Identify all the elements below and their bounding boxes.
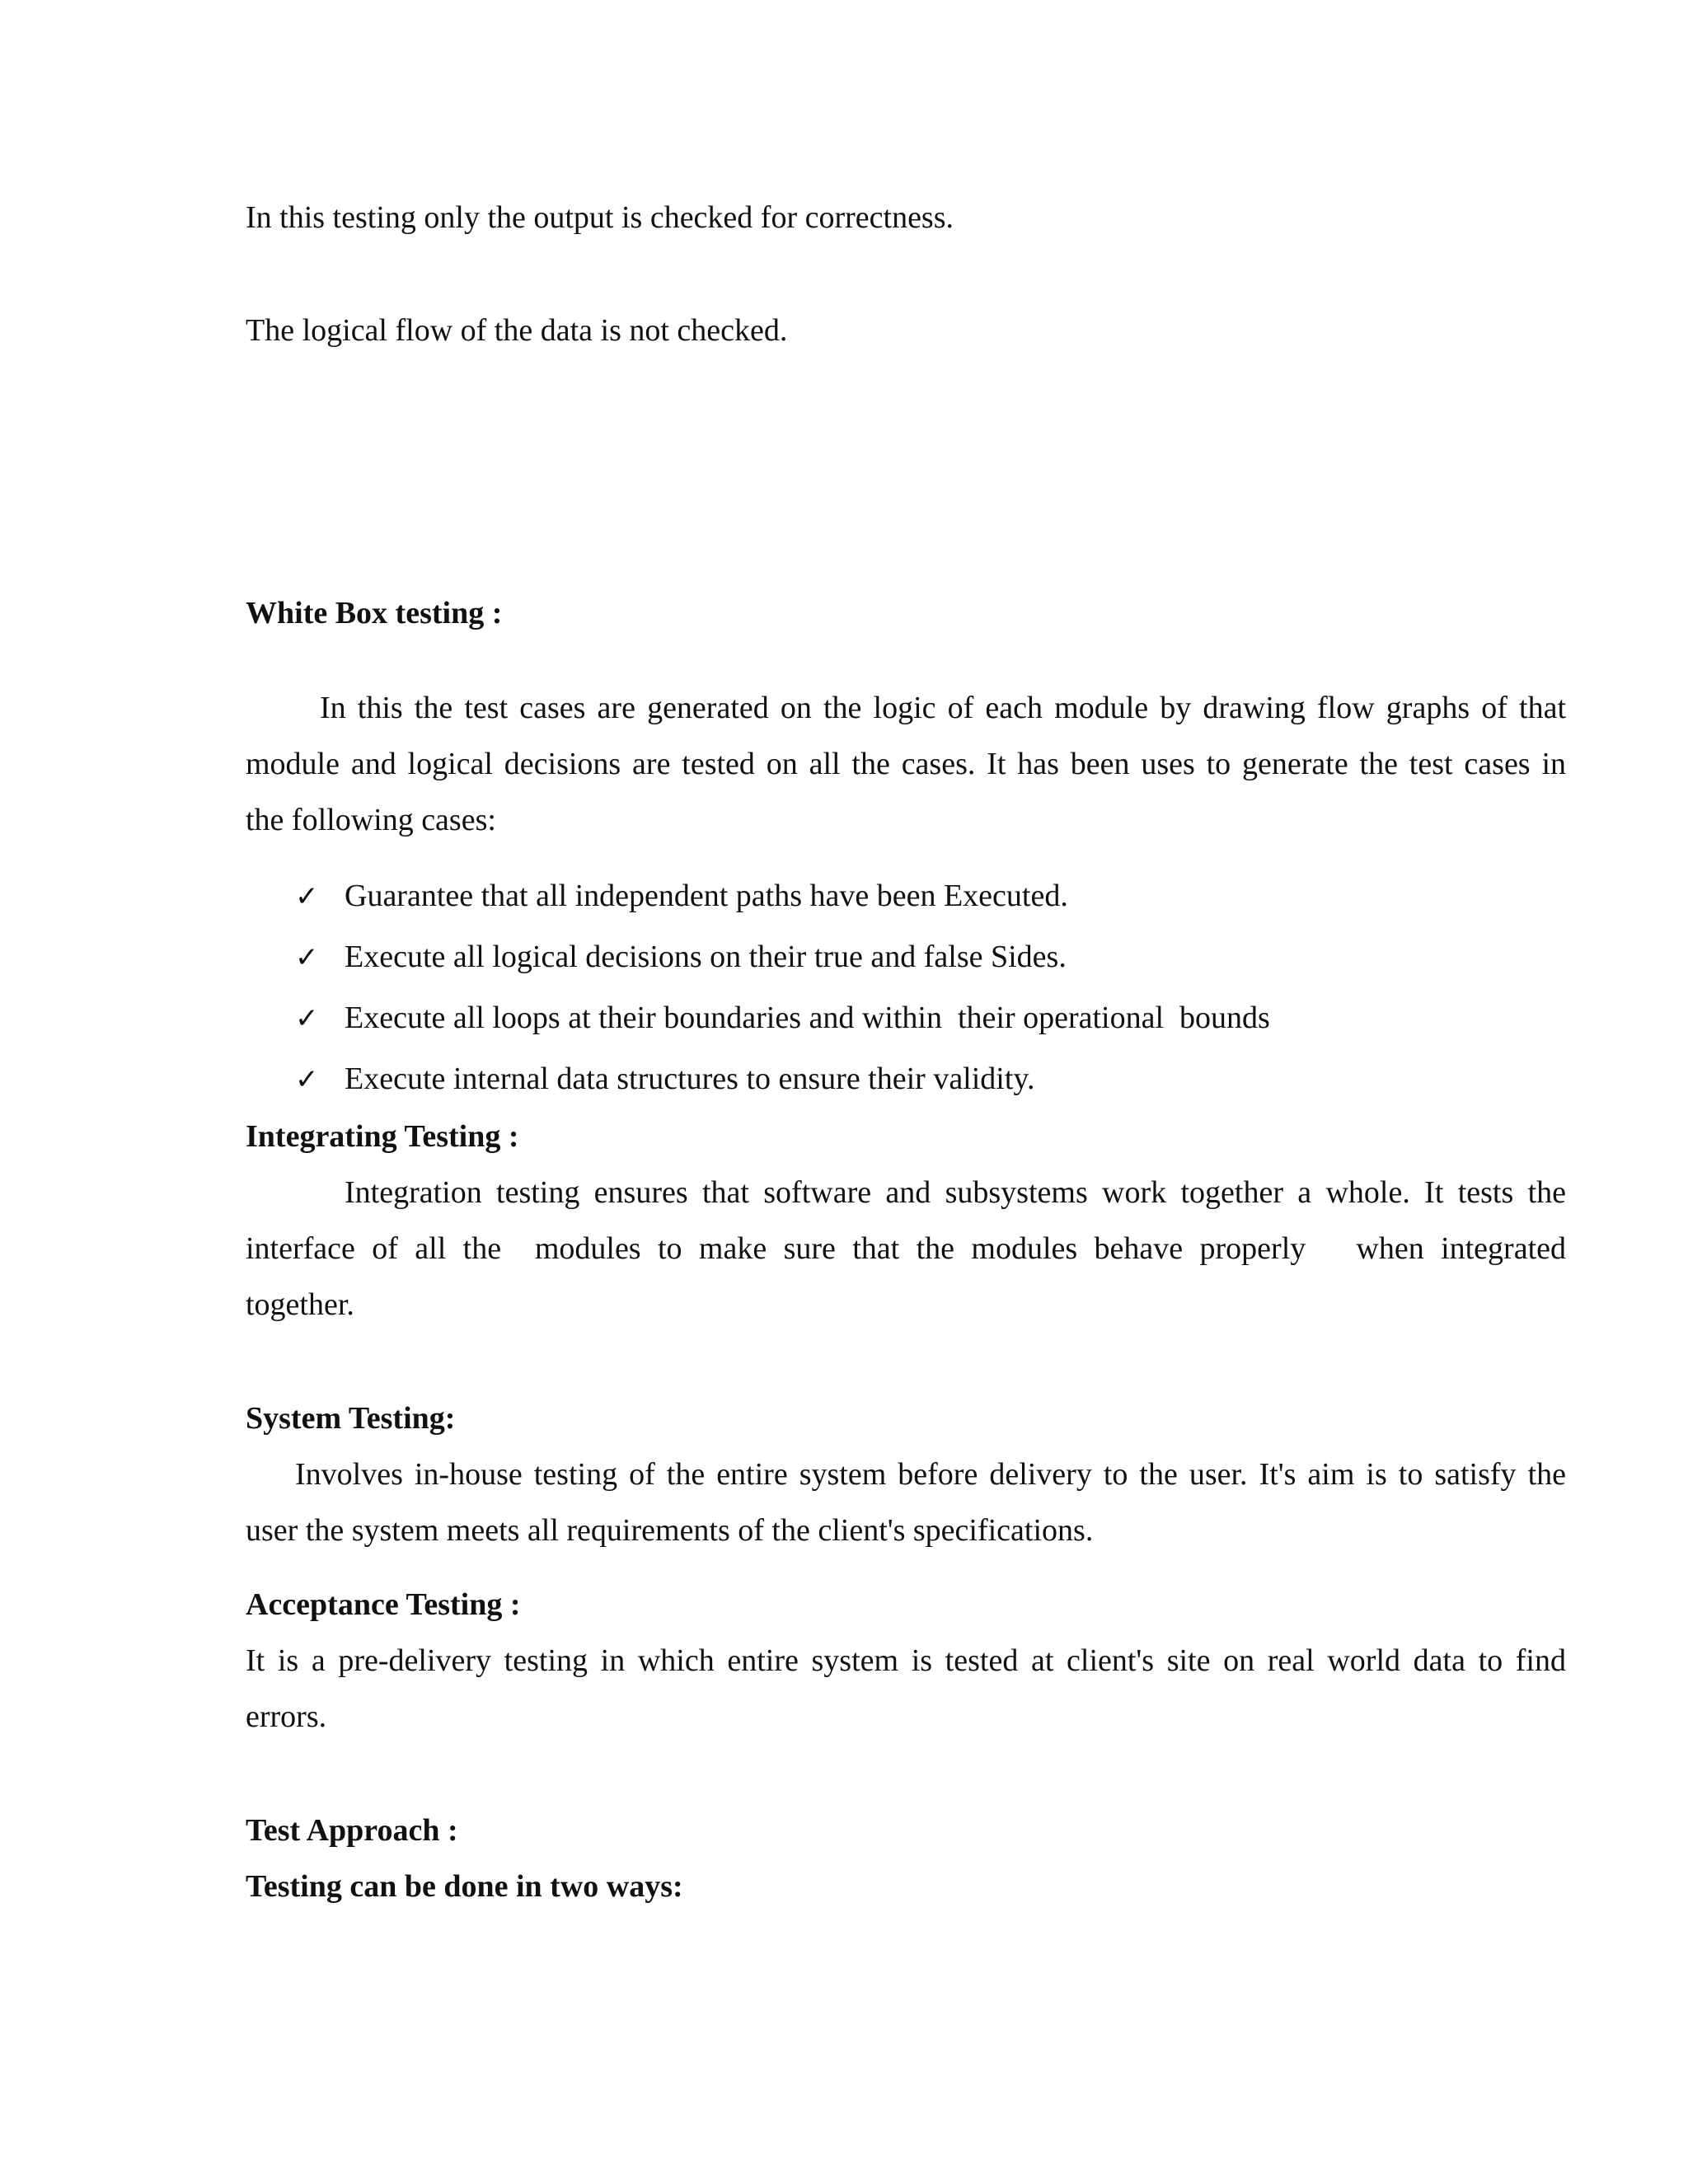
integrating-heading: Integrating Testing : — [246, 1119, 519, 1154]
bullet-item — [295, 1063, 1034, 1094]
bullet-text: Guarantee that all independent paths have been Executed. — [345, 879, 1068, 913]
bullet-text: Execute internal data structures to ensure their validity. — [345, 1062, 1035, 1096]
test-approach-subheading: Testing can be done in two ways: — [246, 1869, 683, 1904]
white-box-paragraph-line-2: module and logical decisions are tested on all the cases. It has been uses to generate the test cases in — [246, 747, 1566, 781]
white-box-heading: White Box testing : — [246, 596, 503, 630]
intro-line-1: In this testing only the output is checked for correctness. — [246, 200, 954, 235]
white-box-paragraph-line-1: In this the test cases are generated on the logic of each module by drawing flow graphs of that — [320, 691, 1566, 725]
intro-line-2: The logical flow of the data is not checked. — [246, 313, 788, 348]
checkmark-icon: ✓ — [295, 941, 319, 974]
test-approach-heading: Test Approach : — [246, 1813, 458, 1848]
system-heading: System Testing: — [246, 1401, 456, 1436]
checkmark-icon: ✓ — [295, 1063, 319, 1096]
acceptance-paragraph-line-1: It is a pre-delivery testing in which entire system is tested at client's site on real world data to find — [246, 1643, 1566, 1678]
white-box-paragraph-line-3: the following cases: — [246, 803, 496, 837]
bullet-item — [295, 1002, 1270, 1033]
system-paragraph-line-2: user the system meets all requirements of the client's specifications. — [246, 1513, 1094, 1548]
integrating-paragraph-line-3: together. — [246, 1287, 354, 1322]
bullet-item — [295, 880, 1068, 912]
checkmark-icon: ✓ — [295, 880, 319, 913]
acceptance-heading: Acceptance Testing : — [246, 1587, 521, 1622]
acceptance-paragraph-line-2: errors. — [246, 1699, 327, 1734]
checkmark-icon: ✓ — [295, 1002, 319, 1035]
integrating-paragraph-line-2: interface of all the modules to make sure that the modules behave properly when integrated — [246, 1231, 1566, 1266]
bullet-item — [295, 941, 1067, 972]
bullet-text: Execute all logical decisions on their true and false Sides. — [345, 940, 1067, 974]
system-paragraph-line-1: Involves in-house testing of the entire system before delivery to the user. It's aim is to satisfy the — [295, 1457, 1566, 1492]
bullet-text: Execute all loops at their boundaries and within their operational bounds — [345, 1001, 1270, 1035]
integrating-paragraph-line-1: Integration testing ensures that software and subsystems work together a whole. It tests the — [345, 1175, 1566, 1210]
